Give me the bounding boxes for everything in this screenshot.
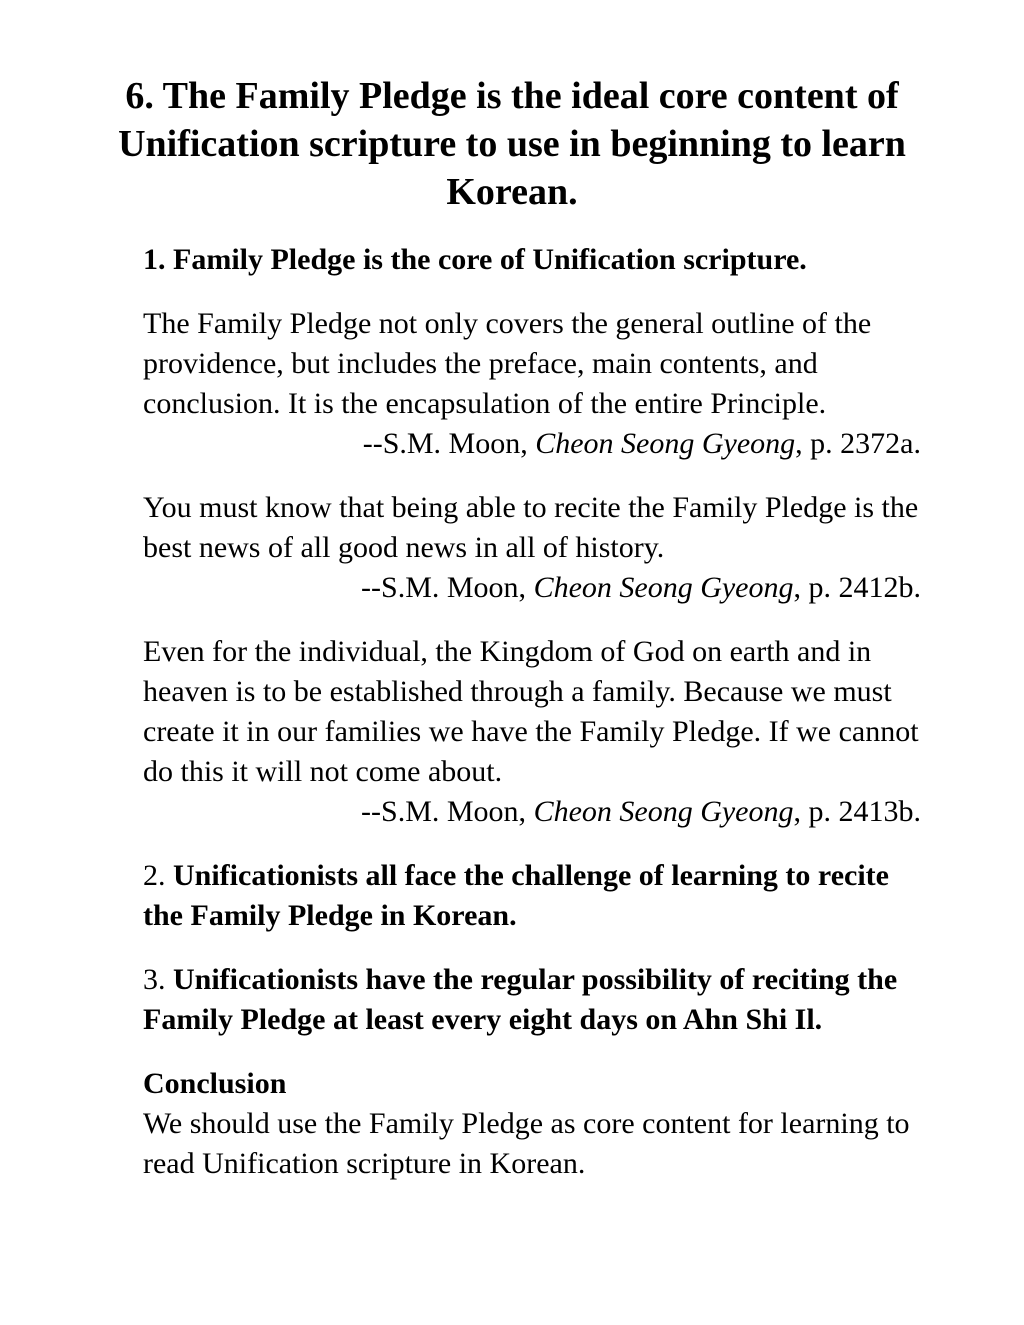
citation-page: , p. 2372a.	[795, 427, 921, 460]
quote-text: Even for the individual, the Kingdom of God on earth and in heaven is to be established through a family. Because we must create it in our families we have the Family Pledge. If we cannot do this it will not come about.	[143, 635, 919, 788]
section-heading-1: 1. Family Pledge is the core of Unification scripture.	[143, 243, 807, 276]
point-number: 3.	[143, 963, 173, 996]
citation-author: --S.M. Moon,	[362, 427, 536, 460]
document-body	[143, 240, 933, 1184]
point-text: Unificationists all face the challenge of learning to recite the Family Pledge in Korean.	[143, 859, 889, 932]
quote-citation	[143, 424, 933, 464]
quote-text: The Family Pledge not only covers the general outline of the providence, but includes the preface, main contents, and conclusion. It is the encapsulation of the entire Principle.	[143, 307, 872, 420]
quote-citation	[143, 568, 933, 608]
point-3	[143, 960, 933, 1040]
conclusion-heading: Conclusion	[143, 1067, 287, 1100]
citation-book: Cheon Seong Gyeong	[533, 795, 794, 828]
citation-author: --S.M. Moon,	[361, 571, 534, 604]
citation-book: Cheon Seong Gyeong	[533, 571, 794, 604]
citation-page: , p. 2412b.	[793, 571, 921, 604]
citation-page: , p. 2413b.	[793, 795, 921, 828]
citation-book: Cheon Seong Gyeong	[535, 427, 796, 460]
quote-2	[143, 488, 933, 608]
conclusion-text: We should use the Family Pledge as core content for learning to read Unification scripture in Korean.	[143, 1107, 910, 1180]
quote-citation	[143, 792, 933, 832]
page-title: 6. The Family Pledge is the ideal core content of Unification scripture to use in beginning to learn Korean.	[118, 75, 906, 213]
citation-author: --S.M. Moon,	[361, 795, 534, 828]
point-2	[143, 856, 933, 936]
quote-3	[143, 632, 933, 832]
point-number: 2.	[143, 859, 173, 892]
quote-1	[143, 304, 933, 464]
point-text: Unificationists have the regular possibility of reciting the Family Pledge at least every eight days on Ahn Shi Il.	[143, 963, 898, 1036]
quote-text: You must know that being able to recite the Family Pledge is the best news of all good news in all of history.	[143, 491, 919, 564]
